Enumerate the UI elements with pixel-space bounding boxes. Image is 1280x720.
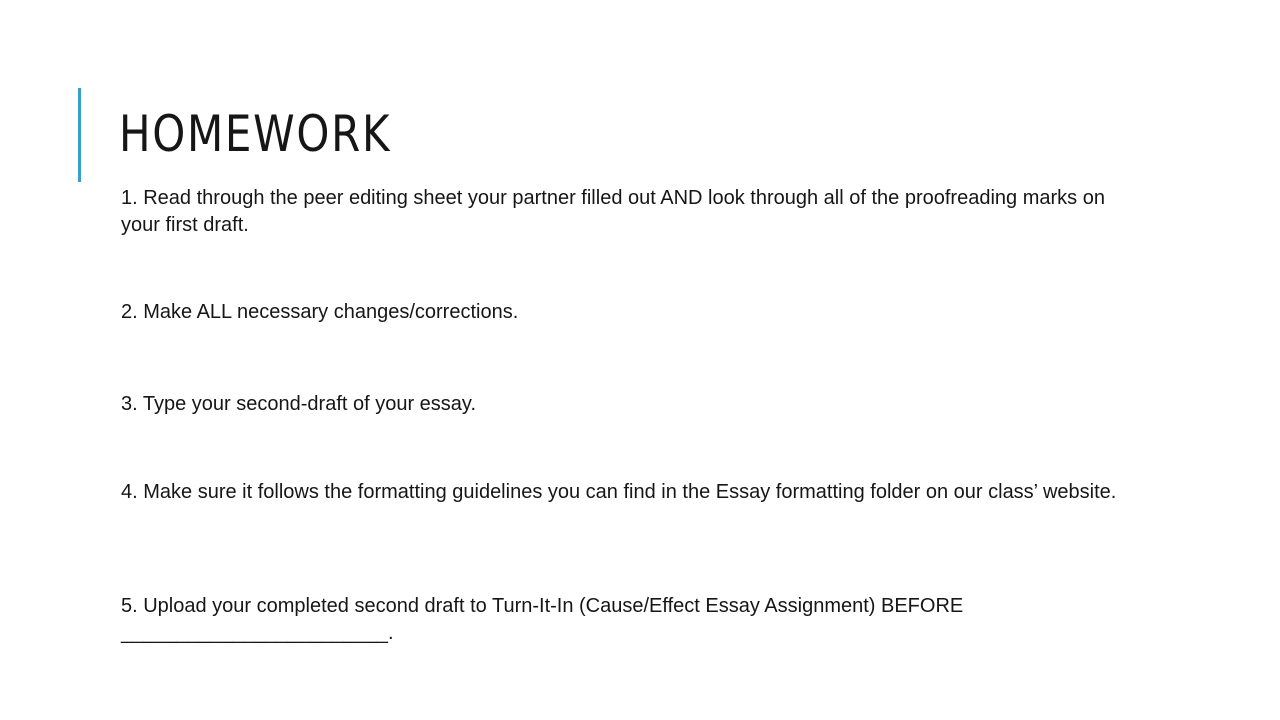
list-item: 2. Make ALL necessary changes/corrections. [121,301,519,323]
title-accent-bar [78,88,81,182]
list-item: 3. Type your second-draft of your essay. [121,393,476,415]
list-item: 1. Read through the peer editing sheet your partner filled out AND look through all of the proofreading marks on your first draft. [121,187,1105,236]
list-item: 4. Make sure it follows the formatting guidelines you can find in the Essay formatting folder on our class’ website. [121,481,1117,503]
list-item: 5. Upload your completed second draft to Turn-It-In (Cause/Effect Essay Assignment) BEFORE ________________________. [121,595,964,644]
slide-title: HOMEWORK [119,105,392,163]
